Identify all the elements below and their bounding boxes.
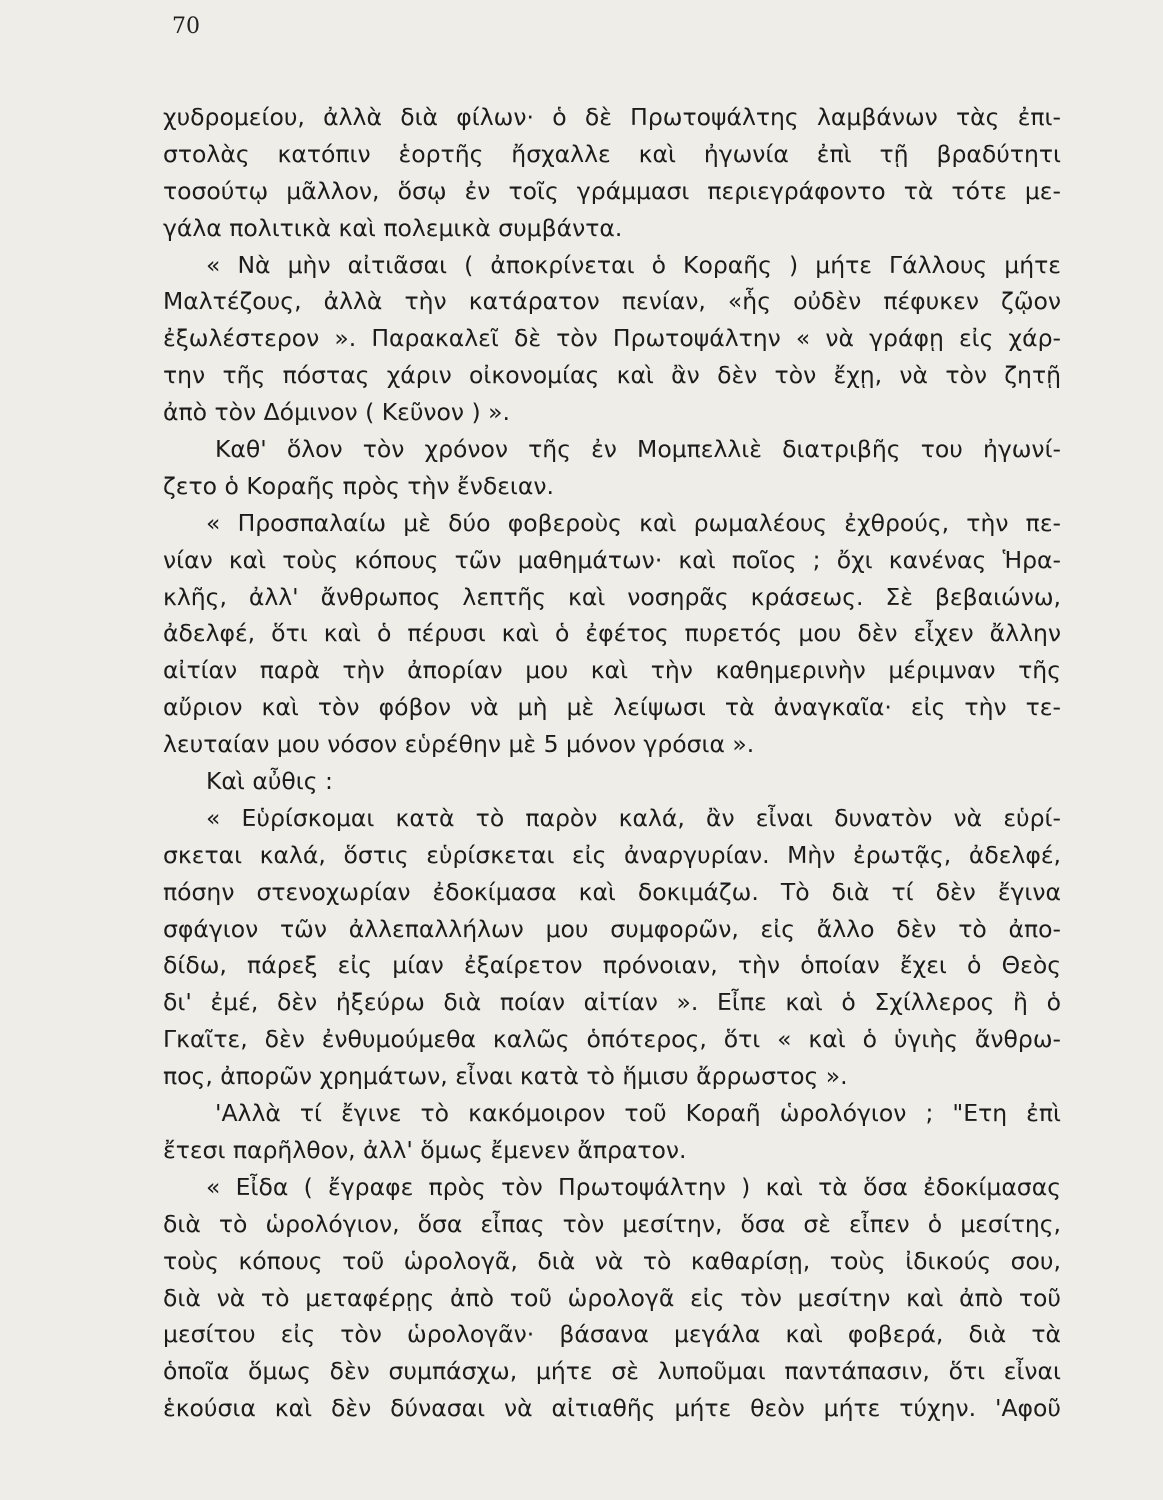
text-line: « Προσπαλαίω μὲ δύο φοβεροὺς καὶ ρωμαλέους ἐχθρούς, τὴν πε- xyxy=(206,508,1061,537)
text-line: την τῆς πόστας χάριν οἰκονομίας καὶ ἂν δὲν τὸν ἔχῃ, νὰ τὸν ζητῇ xyxy=(163,361,1061,390)
text-line: τοὺς κόπους τοῦ ὡρολογᾶ, διὰ νὰ τὸ καθαρίσῃ, τοὺς ἰδικούς σου, xyxy=(163,1246,1061,1275)
text-line: λευταίαν μου νόσον εὑρέθην μὲ 5 μόνον γρόσια ». xyxy=(163,730,755,759)
text-line: « Εὑρίσκομαι κατὰ τὸ παρὸν καλά, ἂν εἶναι δυνατὸν νὰ εὑρί- xyxy=(206,803,1061,832)
text-line: « Νὰ μὴν αἰτιᾶσαι ( ἀποκρίνεται ὁ Κοραῆς ) μήτε Γάλλους μήτε xyxy=(206,250,1061,279)
text-line: πόσην στενοχωρίαν ἐδοκίμασα καὶ δοκιμάζω. Τὸ διὰ τί δὲν ἔγινα xyxy=(163,877,1061,906)
text-line: νίαν καὶ τοὺς κόπους τῶν μαθημάτων· καὶ ποῖος ; ὄχι κανένας Ἡρα- xyxy=(163,545,1061,574)
text-line: ὁποῖα ὅμως δὲν συμπάσχω, μήτε σὲ λυποῦμαι παντάπασιν, ὅτι εἶναι xyxy=(163,1357,1061,1386)
text-line: ἑκούσια καὶ δὲν δύνασαι νὰ αἰτιαθῆς μήτε θεὸν μήτε τύχην. 'Αφοῦ xyxy=(163,1394,1061,1423)
text-line: ἀδελφέ, ὅτι καὶ ὁ πέρυσι καὶ ὁ ἐφέτος πυρετός μου δὲν εἶχεν ἄλλην xyxy=(163,619,1061,648)
text-line: σκεται καλά, ὅστις εὑρίσκεται εἰς ἀναργυρίαν. Μὴν ἐρωτᾷς, ἀδελφέ, xyxy=(163,840,1061,869)
text-line: Καὶ αὖθις : xyxy=(206,767,333,796)
text-line: Μαλτέζους, ἀλλὰ τὴν κατάρατον πενίαν, «ἧς οὐδὲν πέφυκεν ζῷον xyxy=(163,287,1061,316)
text-line: ἐξωλέστερον ». Παρακαλεῖ δὲ τὸν Πρωτοψάλτην « νὰ γράφῃ εἰς χάρ- xyxy=(163,324,1061,353)
text-line: ἀπὸ τὸν Δόμινον ( Κεῦνον ) ». xyxy=(163,398,511,427)
text-line: ἔτεσι παρῆλθον, ἀλλ' ὅμως ἔμενεν ἄπρατον. xyxy=(163,1135,687,1164)
text-line: χυδρομείου, ἀλλὰ διὰ φίλων· ὁ δὲ Πρωτοψάλτης λαμβάνων τὰς ἐπι- xyxy=(163,103,1061,131)
text-line: διὰ τὸ ὡρολόγιον, ὅσα εἶπας τὸν μεσίτην, ὅσα σὲ εἶπεν ὁ μεσίτης, xyxy=(163,1209,1061,1238)
text-line: 'Αλλὰ τί ἔγινε τὸ κακόμοιρον τοῦ Κοραῆ ὡρολόγιον ; "Ετη ἐπὶ xyxy=(215,1099,1061,1128)
text-line: Γκαῖτε, δὲν ἐνθυμούμεθα καλῶς ὁπότερος, ὅτι « καὶ ὁ ὑγιὴς ἄνθρω- xyxy=(163,1025,1061,1054)
text-block xyxy=(163,99,1061,1427)
text-line: αἰτίαν παρὰ τὴν ἀπορίαν μου καὶ τὴν καθημερινὴν μέριμναν τῆς xyxy=(163,656,1061,685)
text-line: πος, ἀπορῶν χρημάτων, εἶναι κατὰ τὸ ἥμισυ ἄρρωστος ». xyxy=(163,1062,848,1091)
text-line: ζετο ὁ Κοραῆς πρὸς τὴν ἔνδειαν. xyxy=(163,471,554,500)
text-line: κλῆς, ἀλλ' ἄνθρωπος λεπτῆς καὶ νοσηρᾶς κράσεως. Σὲ βεβαιώνω, xyxy=(163,582,1061,611)
text-line: δι' ἐμέ, δὲν ἠξεύρω διὰ ποίαν αἰτίαν ». Εἶπε καὶ ὁ Σχίλλερος ἢ ὁ xyxy=(163,988,1061,1017)
text-line: γάλα πολιτικὰ καὶ πολεμικὰ συμβάντα. xyxy=(163,213,623,242)
text-line: σφάγιον τῶν ἀλλεπαλλήλων μου συμφορῶν, εἰς ἄλλο δὲν τὸ ἀπο- xyxy=(163,914,1061,943)
text-line: « Εἶδα ( ἔγραφε πρὸς τὸν Πρωτοψάλτην ) καὶ τὰ ὅσα ἐδοκίμασας xyxy=(206,1172,1061,1201)
text-line: τοσούτῳ μᾶλλον, ὅσῳ ἐν τοῖς γράμμασι περιεγράφοντο τὰ τότε με- xyxy=(163,176,1061,205)
page-number: 70 xyxy=(172,14,200,39)
text-line: αὔριον καὶ τὸν φόβον νὰ μὴ μὲ λείψωσι τὰ ἀναγκαῖα· εἰς τὴν τε- xyxy=(163,693,1061,722)
text-line: δίδω, πάρεξ εἰς μίαν ἐξαίρετον πρόνοιαν, τὴν ὁποίαν ἔχει ὁ Θεὸς xyxy=(163,951,1061,980)
text-line: μεσίτου εἰς τὸν ὡρολογᾶν· βάσανα μεγάλα καὶ φοβερά, διὰ τὰ xyxy=(163,1320,1061,1349)
text-line: Καθ' ὅλον τὸν χρόνον τῆς ἐν Μομπελλιὲ διατριβῆς του ἠγωνί- xyxy=(215,435,1061,464)
text-line: στολὰς κατόπιν ἑορτῆς ἤσχαλλε καὶ ἠγωνία ἐπὶ τῇ βραδύτητι xyxy=(163,139,1061,168)
text-line: διὰ νὰ τὸ μεταφέρῃς ἀπὸ τοῦ ὡρολογᾶ εἰς τὸν μεσίτην καὶ ἀπὸ τοῦ xyxy=(163,1283,1061,1312)
